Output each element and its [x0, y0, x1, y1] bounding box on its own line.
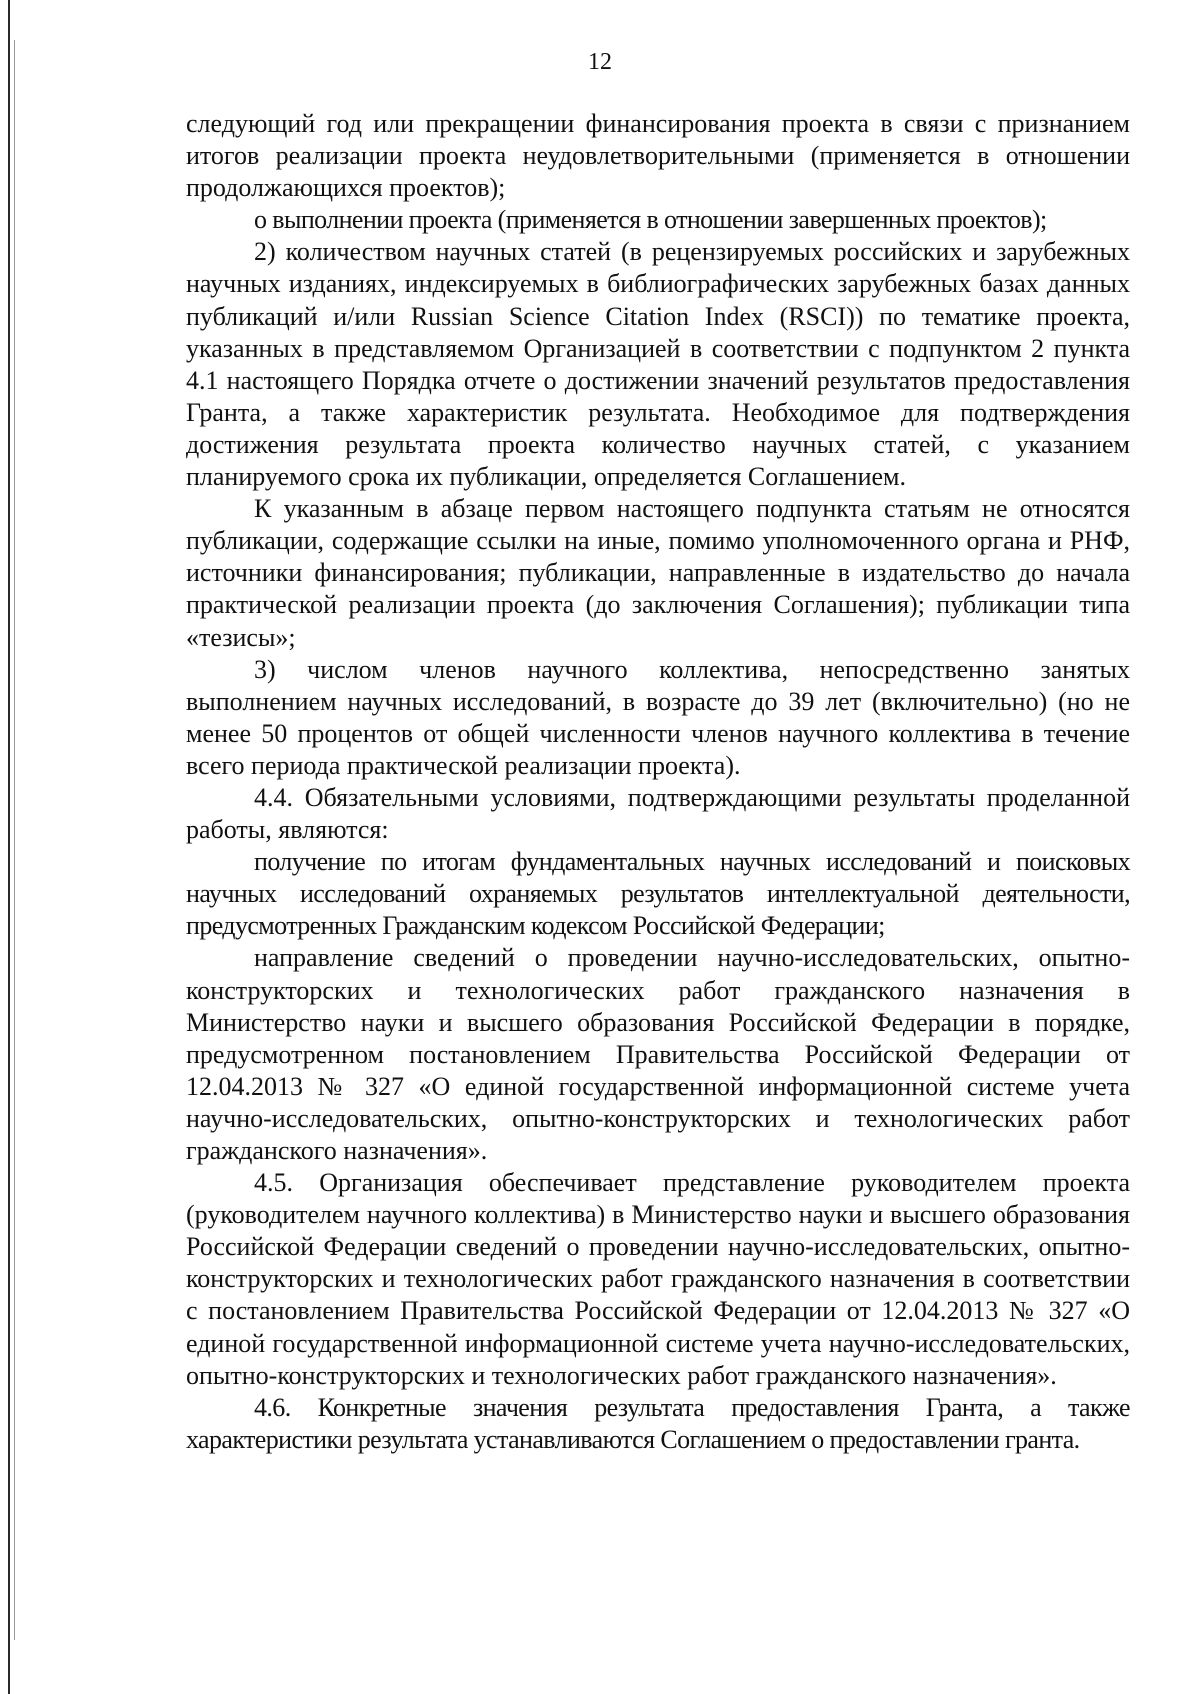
paragraph-completed-projects: о выполнении проекта (применяется в отношении завершенных проектов); [254, 205, 1047, 235]
paragraph-4-4-condition-2: направление сведений о проведении научно-исследовательских, опытно-конструкторских и технологических работ гражданского назначения в Министерство науки и высшего образования Российской Федерации в порядке, предусмотренном постановлением Правительства Российской Федерации от 12.04.2013 № 327 «О единой государственной информационной системе учета научно-исследовательских, опытно-конструкторских и технологических работ гражданского назначения». [186, 943, 1130, 1165]
scan-edge-line [8, 0, 10, 1694]
page-number: 12 [588, 49, 612, 75]
scan-edge-line-inner [14, 40, 15, 1640]
paragraph-4-5: 4.5. Организация обеспечивает представление руководителем проекта (руководителем научного коллектива) в Министерство науки и высшего образования Российской Федерации сведений о проведении научно-исследовательских, опытно-конструкторских и технологических работ гражданского назначения в соответствии с постановлением Правительства Российской Федерации от 12.04.2013 № 327 «О единой государственной информационной системе учета научно-исследовательских, опытно-конструкторских и технологических работ гражданского назначения». [186, 1168, 1130, 1390]
paragraph-continuation: следующий год или прекращении финансирования проекта в связи с признанием итогов реализации проекта неудовлетворительными (применяется в отношении продолжающихся проектов); [186, 109, 1130, 203]
document-body [186, 108, 1130, 1456]
paragraph-4-6: 4.6. Конкретные значения результата предоставления Гранта, а также характеристики результата устанавливаются Соглашением о предоставлении гранта. [186, 1392, 1130, 1454]
paragraph-item-3: 3) числом членов научного коллектива, непосредственно занятых выполнением научных исследований, в возрасте до 39 лет (включительно) (но не менее 50 процентов от общей численности членов научного коллектива в течение всего периода практической реализации проекта). [186, 654, 1130, 780]
paragraph-item-2-exclusions: К указанным в абзаце первом настоящего подпункта статьям не относятся публикации, содержащие ссылки на иные, помимо уполномоченного органа и РНФ, источники финансирования; публикации, направленные в издательство до начала практической реализации проекта (до заключения Соглашения); публикации типа «тезисы»; [186, 494, 1130, 652]
paragraph-item-2: 2) количеством научных статей (в рецензируемых российских и зарубежных научных изданиях, индексируемых в библиографических зарубежных базах данных публикаций и/или Russian Science Citation Index (RSCI)) по тематике проекта, указанных в представляемом Организацией в соответствии с подпунктом 2 пункта 4.1 настоящего Порядка отчете о достижении значений результатов предоставления Гранта, а также характеристик результата. Необходимое для подтверждения достижения результата проекта количество научных статей, с указанием планируемого срока их публикации, определяется Соглашением. [186, 237, 1130, 492]
paragraph-4-4: 4.4. Обязательными условиями, подтверждающими результаты проделанной работы, являются: [186, 782, 1130, 845]
paragraph-4-4-condition-1: получение по итогам фундаментальных научных исследований и поисковых научных исследований охраняемых результатов интеллектуальной деятельности, предусмотренных Гражданским кодексом Российской Федерации; [186, 847, 1130, 941]
